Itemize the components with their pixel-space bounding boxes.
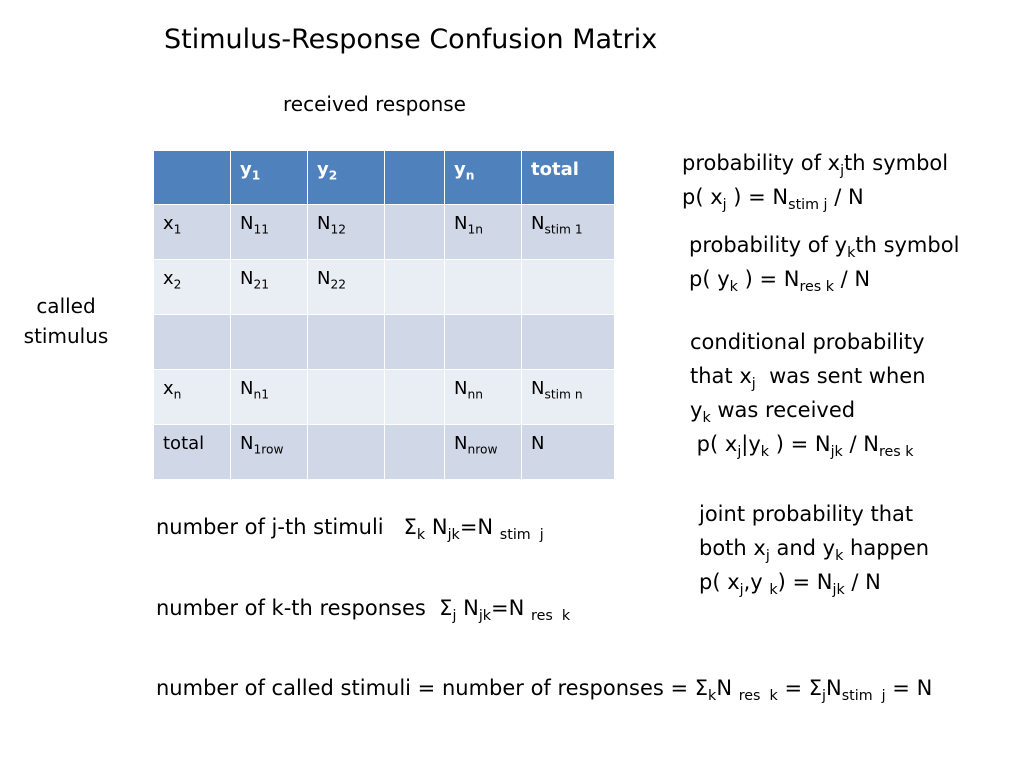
joint-prob-note: joint probability that both $x_j$ and $y_k$ happen p( $x_j,y$ $_k) = N_{jk} / N$: [699, 502, 930, 598]
table-cell: [445, 315, 522, 370]
table-header-row: [154, 151, 615, 205]
table-cell: [522, 315, 615, 370]
table-cell: $N_{1row}$: [231, 425, 308, 480]
table-cell: N: [522, 425, 615, 480]
table-cell: [308, 370, 385, 425]
called-stimulus-label: [14, 291, 118, 351]
table-cell: [445, 260, 522, 315]
prob-x-note: probability of $x_jth$ symbol p( $x_j$ ) = $N_{stim j}$ / N: [682, 151, 949, 213]
table-row: [154, 260, 615, 315]
table-cell: [385, 205, 445, 260]
table-cell: $x_2$: [154, 260, 231, 315]
table-header-cell: $y_1$: [231, 151, 308, 205]
kth-responses-count-formula: number of k-th responses $\Sigma_j$ $N_{jk}=N$ $_{res k}$: [156, 596, 571, 624]
received-response-label: received response: [283, 92, 466, 116]
prob-y-note: probability of $y_kth$ symbol p( $y_k$ ) = $N_{res k}$ / N: [689, 233, 960, 295]
table-header-cell: $y_n$: [445, 151, 522, 205]
table-cell: [154, 315, 231, 370]
total-count-formula: number of called stimuli = number of responses = $\Sigma_kN$ $_{res k} = \Sigma_jN_{stim j} = N$: [156, 676, 933, 704]
table-cell: $N_{stim 1}$: [522, 205, 615, 260]
table-cell: $N_{nn}$: [445, 370, 522, 425]
table-cell: total: [154, 425, 231, 480]
table-row: [154, 370, 615, 425]
table-cell: $N_{12}$: [308, 205, 385, 260]
table-total-row: [154, 425, 615, 480]
table-row: [154, 205, 615, 260]
confusion-matrix-table: [153, 150, 615, 480]
table-cell: $x_1$: [154, 205, 231, 260]
table-cell: $N_{11}$: [231, 205, 308, 260]
table-row: [154, 315, 615, 370]
table-cell: [385, 260, 445, 315]
table-cell: [522, 260, 615, 315]
table-cell: [308, 315, 385, 370]
table-header-cell: [385, 151, 445, 205]
table-header-cell: $y_2$: [308, 151, 385, 205]
table-cell: [385, 370, 445, 425]
table-cell: [231, 315, 308, 370]
table-header-cell: [154, 151, 231, 205]
table-header-cell: total: [522, 151, 615, 205]
table-cell: $N_{1n}$: [445, 205, 522, 260]
table-cell: $N_{21}$: [231, 260, 308, 315]
table-cell: $N_{22}$: [308, 260, 385, 315]
table-cell: $N_{stim n}$: [522, 370, 615, 425]
called-stimulus-line2: stimulus: [23, 324, 109, 348]
conditional-prob-note: conditional probability that $x_j$ was sent when $y_k$ was received p( $x_j|y_k$ ) = $N_{jk} / N_{res k}$: [690, 330, 926, 460]
table-cell: $N_{n1}$: [231, 370, 308, 425]
table-cell: $N_{nrow}$: [445, 425, 522, 480]
table-cell: [308, 425, 385, 480]
table-cell: $x_n$: [154, 370, 231, 425]
slide-title: Stimulus-Response Confusion Matrix: [164, 24, 658, 55]
table-cell: [385, 315, 445, 370]
table-cell: [385, 425, 445, 480]
jth-stimuli-count-formula: number of j-th stimuli $\Sigma_k$ $N_{jk}=N$ $_{stim j}$: [156, 515, 544, 543]
called-stimulus-line1: called: [36, 294, 96, 318]
